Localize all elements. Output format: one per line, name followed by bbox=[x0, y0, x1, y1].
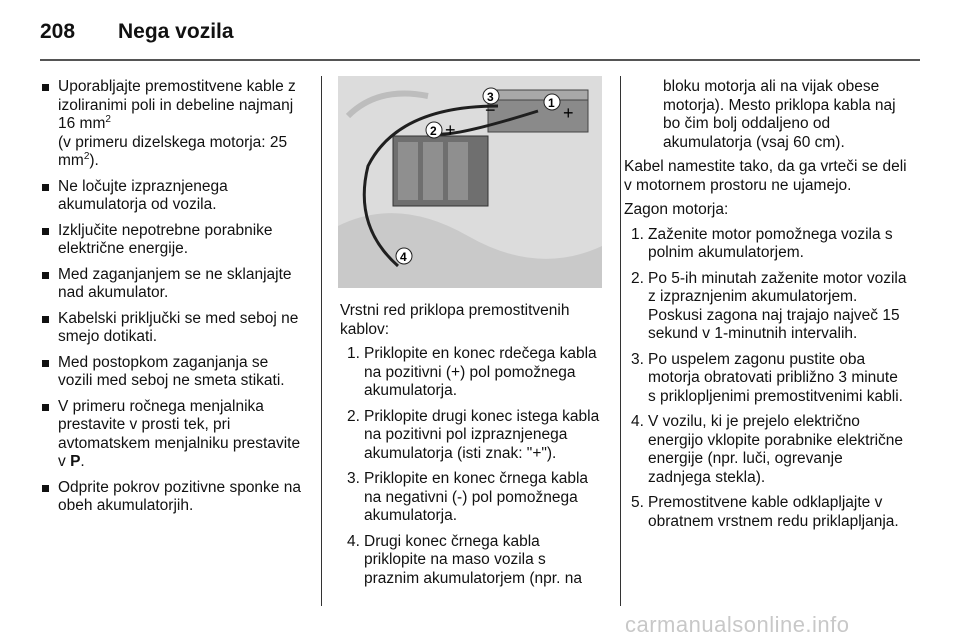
list-item: Uporabljajte premostitvene kable z izoliranimi poli in debeline najmanj 16 $mm^2$ (v primeru dizelskega motorja: 25 $mm^2$). bbox=[40, 78, 305, 171]
plus-sign-donor: + bbox=[563, 103, 574, 123]
battery-cell bbox=[448, 142, 468, 200]
minus-sign: − bbox=[485, 100, 496, 120]
battery-cell bbox=[398, 142, 418, 200]
list-item: 4. V vozilu, ki je prejelo električno energijo vklopite porabnike električne energije (npr. luči, ogrevanje zadnjega stekla). bbox=[631, 413, 904, 486]
jump-start-illustration bbox=[338, 76, 602, 288]
callout-4-label: 4 bbox=[400, 250, 407, 264]
page-header bbox=[0, 0, 960, 60]
list-item: Med zaganjanjem se ne sklanjajte nad akumulator. bbox=[40, 266, 305, 303]
engine-start-intro: Zagon motorja: bbox=[624, 201, 729, 218]
list-item: Kabelski priključki se med seboj ne smejo dotikati. bbox=[40, 310, 305, 347]
precaution-list bbox=[40, 78, 305, 516]
list-item: 4. Drugi konec črnega kabla priklopite na maso vozila s praznim akumulatorjem (npr. na bbox=[347, 532, 582, 587]
list-item: Izključite nepotrebne porabnike električne energije. bbox=[40, 222, 305, 259]
column-divider-right bbox=[620, 76, 621, 606]
list-item: 2. Priklopite drugi konec istega kabla na pozitivni pol izpraznjenega akumulatorja (isti znak: "+"). bbox=[347, 407, 600, 462]
cable-routing-note: Kabel namestite tako, da ga vrteči se deli v motornem prostoru ne ujamejo. bbox=[624, 158, 907, 194]
step-continuation: bloku motorja ali na vijak obese motorja). Mesto priklopa kabla naj bo čim bolj oddaljeno od akumulatorja (vsaj 60 cm). bbox=[663, 78, 896, 151]
engine-bay-drawing bbox=[338, 76, 602, 288]
plus-sign-discharged: + bbox=[445, 120, 456, 140]
donor-battery-top bbox=[488, 90, 588, 100]
list-item: 1. Priklopite en konec rdečega kabla na pozitivni (+) pol pomožnega akumulatorja. bbox=[347, 345, 597, 399]
list-item: Odprite pokrov pozitivne sponke na obeh akumulatorjih. bbox=[40, 479, 305, 516]
column-1 bbox=[40, 78, 305, 523]
list-item: Ne ločujte izpraznjenega akumulatorja od vozila. bbox=[40, 178, 305, 215]
column-3 bbox=[624, 78, 909, 538]
page-title: Nega vozila bbox=[118, 20, 234, 43]
list-item: Med postopkom zaganjanja se vozili med seboj ne smeta stikati. bbox=[40, 354, 305, 391]
list-item: 1. Zaženite motor pomožnega vozila s polnim akumulatorjem. bbox=[631, 225, 893, 261]
header-divider bbox=[40, 59, 920, 61]
page-number: 208 bbox=[40, 20, 76, 43]
connection-order-intro: Vrstni red priklopa premostitvenih kablov: bbox=[340, 302, 570, 338]
engine-start-steps bbox=[624, 226, 909, 532]
callout-1-label: 1 bbox=[548, 96, 555, 110]
list-item: 3. Po uspelem zagonu pustite oba motorja obratovati približno 3 minute s priklopljenimi premostitvenimi kabli. bbox=[631, 350, 903, 405]
list-item: 3. Priklopite en konec črnega kabla na negativni (-) pol pomožnega akumulatorja. bbox=[347, 470, 589, 524]
list-item: V primeru ročnega menjalnika prestavite v prosti tek, pri avtomatskem menjalniku prestavite v P. bbox=[40, 398, 305, 472]
list-item: 5. Premostitvene kable odklapljajte v obratnem vrstnem redu priklapljanja. bbox=[631, 494, 899, 530]
connection-steps bbox=[340, 345, 605, 588]
watermark: carmanualsonline.info bbox=[625, 612, 850, 637]
battery-cell bbox=[423, 142, 443, 200]
callout-2-label: 2 bbox=[430, 124, 437, 138]
list-item: 2. Po 5-ih minutah zaženite motor vozila z izpraznjenim akumulatorjem. Poskusi zagona naj trajajo največ 15 sekund v 1-minutnih intervalih. bbox=[631, 269, 907, 342]
column-divider-left bbox=[321, 76, 322, 606]
callout-3-label: 3 bbox=[487, 90, 494, 104]
column-2 bbox=[340, 302, 605, 595]
